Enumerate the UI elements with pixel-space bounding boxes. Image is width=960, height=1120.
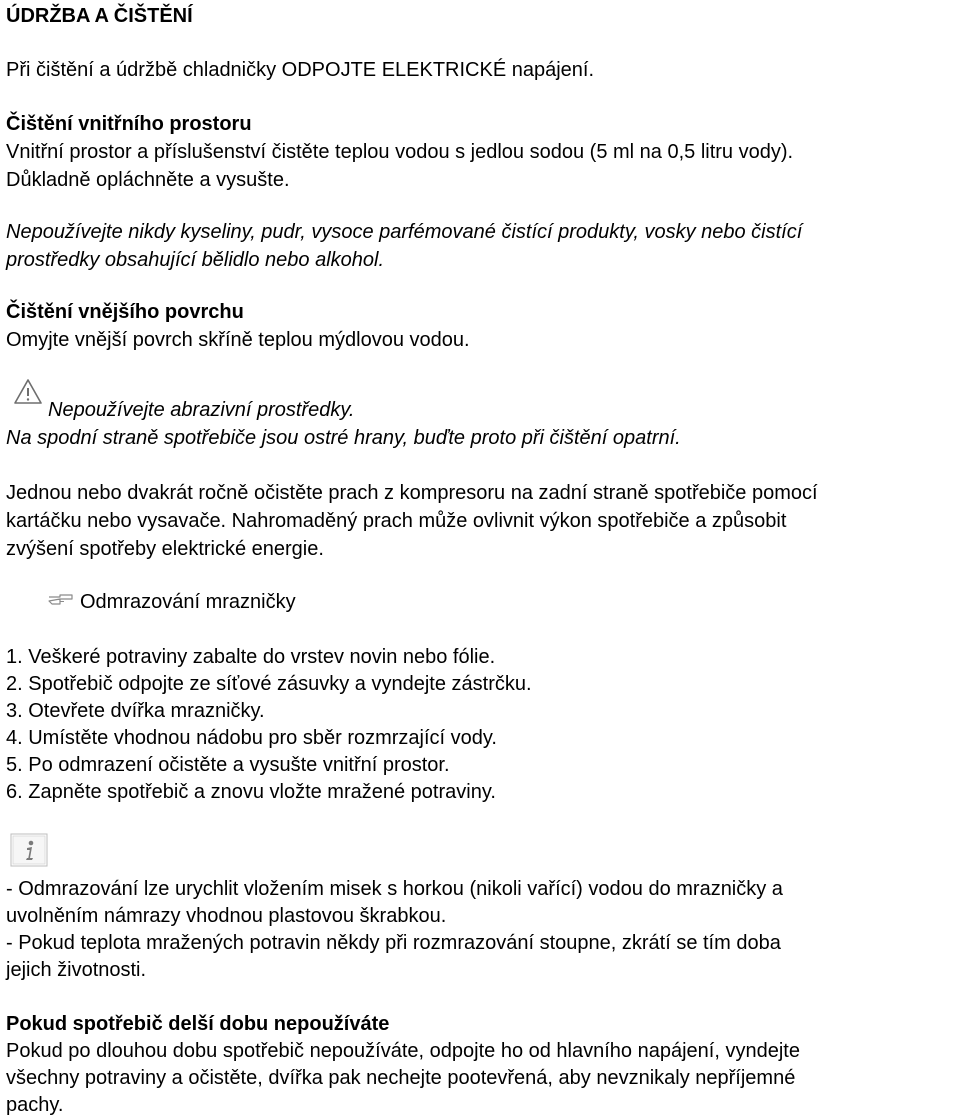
inner-heading: Čištění vnitřního prostoru (6, 113, 252, 135)
outer-text-1: Omyjte vnější povrch skříně teplou mýdlovou vodou. (6, 329, 470, 351)
caution-text-2: Na spodní straně spotřebiče jsou ostré hrany, buďte proto při čištění opatrní. (6, 427, 681, 449)
intro-text: Při čištění a údržbě chladničky ODPOJTE ELEKTRICKÉ napájení. (6, 59, 595, 81)
defrost-heading-text: Odmrazování mrazničky (80, 591, 296, 613)
defrost-heading (80, 590, 296, 614)
info-icon (10, 833, 50, 869)
unused-text-3: pachy. (6, 1094, 64, 1116)
outer-heading: Čištění vnějšího povrchu (6, 301, 244, 323)
inner-text-1: Vnitřní prostor a příslušenství čistěte teplou vodou s jedlou sodou (5 ml na 0,5 litru vody). (6, 141, 794, 163)
warning-icon (13, 378, 43, 406)
unused-text-1: Pokud po dlouhou dobu spotřebič nepoužíváte, odpojte ho od hlavního napájení, vyndejte (6, 1040, 800, 1062)
defrost-step-1: 1. Veškeré potraviny zabalte do vrstev novin nebo fólie. (6, 646, 496, 668)
page-title: ÚDRŽBA A ČIŠTĚNÍ (6, 5, 193, 27)
info-text-4: jejich životnosti. (6, 959, 147, 981)
hand-pointer-icon (48, 592, 74, 606)
compressor-text-1: Jednou nebo dvakrát ročně očistěte prach z kompresoru na zadní straně spotřebiče pomocí (6, 482, 818, 504)
info-text-2: uvolněním námrazy vhodnou plastovou škrabkou. (6, 905, 447, 927)
info-text-1: - Odmrazování lze urychlit vložením misek s horkou (nikoli vařící) vodou do mrazničky a (6, 878, 783, 900)
compressor-text-3: zvýšení spotřeby elektrické energie. (6, 538, 324, 560)
defrost-step-2: 2. Spotřebič odpojte ze síťové zásuvky a vyndejte zástrčku. (6, 673, 532, 695)
defrost-step-4: 4. Umístěte vhodnou nádobu pro sběr rozmrzající vody. (6, 727, 497, 749)
inner-warning-2: prostředky obsahující bělidlo nebo alkohol. (6, 249, 385, 271)
defrost-step-6: 6. Zapněte spotřebič a znovu vložte mražené potraviny. (6, 781, 496, 803)
unused-heading: Pokud spotřebič delší dobu nepoužíváte (6, 1013, 390, 1035)
defrost-step-3: 3. Otevřete dvířka mrazničky. (6, 700, 265, 722)
caution-text-1: Nepoužívejte abrazivní prostředky. (48, 399, 355, 421)
info-text-3: - Pokud teplota mražených potravin někdy při rozmrazování stoupne, zkrátí se tím doba (6, 932, 781, 954)
compressor-text-2: kartáčku nebo vysavače. Nahromaděný prach může ovlivnit výkon spotřebiče a způsobit (6, 510, 787, 532)
inner-warning-1: Nepoužívejte nikdy kyseliny, pudr, vysoce parfémované čistící produkty, vosky nebo čistící (6, 221, 803, 243)
inner-text-2: Důkladně opláchněte a vysušte. (6, 169, 290, 191)
unused-text-2: všechny potraviny a očistěte, dvířka pak nechejte pootevřená, aby nevznikaly nepříjemné (6, 1067, 796, 1089)
defrost-step-5: 5. Po odmrazení očistěte a vysušte vnitřní prostor. (6, 754, 450, 776)
